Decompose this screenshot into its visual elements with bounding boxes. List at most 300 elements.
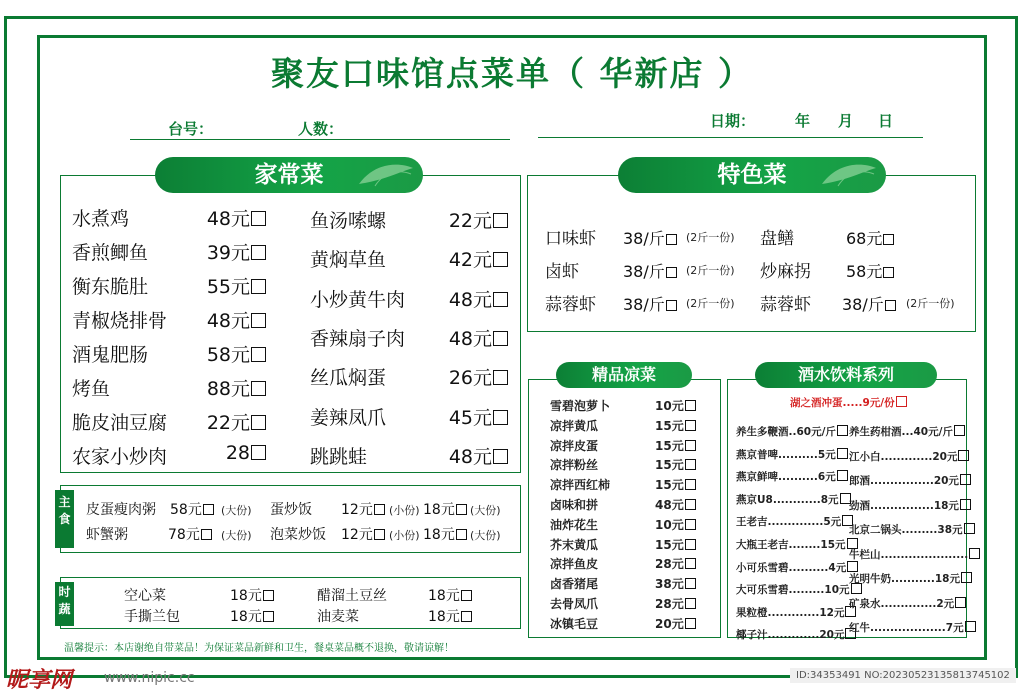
dish-name-text: 酒鬼肥肠 <box>72 344 149 366</box>
portion-size-text: (小份) <box>389 504 420 517</box>
portion-size <box>389 502 420 518</box>
drink-item <box>736 560 858 575</box>
cold-dish-name <box>550 615 598 632</box>
drink-item <box>736 492 851 507</box>
veg-name-text: 醋溜土豆丝 <box>317 588 387 604</box>
cold-dish-price-text: 10元 <box>655 517 684 532</box>
staple-name <box>270 499 312 519</box>
staple-price-text: 58元 <box>170 502 202 518</box>
special-name <box>545 290 596 315</box>
checkbox[interactable] <box>685 578 696 589</box>
dish-name <box>72 204 129 231</box>
special-price <box>623 292 677 315</box>
special-price <box>842 292 896 315</box>
dish-name <box>72 272 148 299</box>
special-price-text: 38/斤 <box>623 229 665 248</box>
portion-size-text: (大份) <box>470 504 501 517</box>
dish-name <box>72 408 167 435</box>
checkbox[interactable] <box>251 245 266 260</box>
portion-note-text: (2斤一份) <box>686 231 735 244</box>
dish-price <box>200 374 266 401</box>
dish-price <box>440 442 508 469</box>
checkbox[interactable] <box>456 504 467 515</box>
dish-name <box>310 324 405 351</box>
checkbox[interactable] <box>837 448 848 459</box>
veg-price <box>230 606 274 626</box>
header-underline-right <box>538 137 923 138</box>
header-underline-left <box>130 139 510 140</box>
menu-title: 聚友口味馆点菜单（ 华新店 ） <box>271 54 753 93</box>
checkbox[interactable] <box>251 381 266 396</box>
cold-dish-name <box>550 595 598 612</box>
portion-size <box>221 502 252 518</box>
staple-price <box>341 499 385 519</box>
drink-item-text: 郎酒................20元 <box>849 475 959 487</box>
checkbox[interactable] <box>685 539 696 550</box>
portion-note-text: (2斤一份) <box>686 264 735 277</box>
dish-name-text: 香辣扇子肉 <box>310 327 406 350</box>
checkbox[interactable] <box>896 396 907 407</box>
cold-dish-price-text: 28元 <box>655 597 684 611</box>
drink-item-text: 王老吉..............5元 <box>736 516 842 529</box>
veg-name <box>124 585 166 605</box>
date-day: 日 <box>878 112 894 130</box>
checkbox[interactable] <box>847 561 858 572</box>
checkbox[interactable] <box>965 621 976 632</box>
portion-note <box>686 262 735 278</box>
drink-item <box>849 620 976 635</box>
checkbox[interactable] <box>374 529 385 540</box>
dish-name-text: 小炒黄牛肉 <box>310 288 406 311</box>
cold-dish-price <box>655 397 696 414</box>
checkbox[interactable] <box>685 420 696 431</box>
drink-item-text: 牛栏山...................... <box>849 548 969 561</box>
cold-dish-price <box>655 536 696 553</box>
dish-price <box>200 408 266 435</box>
dish-price-text: 42元 <box>448 249 492 272</box>
dish-name-text: 农家小炒肉 <box>72 446 168 468</box>
veg-name-text: 油麦菜 <box>317 609 359 625</box>
checkbox[interactable] <box>885 300 896 311</box>
drink-item <box>849 596 966 611</box>
drink-item <box>736 605 856 620</box>
dish-name <box>72 442 167 469</box>
veg-name <box>317 585 387 605</box>
cold-dish-name <box>550 496 598 513</box>
dish-name-text: 姜辣凤爪 <box>310 406 387 429</box>
checkbox[interactable] <box>251 347 266 362</box>
dish-name <box>310 442 367 469</box>
cold-dish-name-text: 凉拌鱼皮 <box>550 557 599 572</box>
cold-dish-name <box>550 536 598 553</box>
checkbox[interactable] <box>251 279 266 294</box>
special-name-text: 盘鳝 <box>760 229 794 249</box>
checkbox[interactable] <box>493 410 508 425</box>
cold-dish-price <box>655 615 696 632</box>
cold-dish-price-text: 20元 <box>655 616 684 631</box>
dish-name <box>72 340 148 367</box>
cold-dish-name-text: 凉拌皮蛋 <box>550 438 599 453</box>
dish-price <box>440 403 508 430</box>
dish-name <box>72 374 110 401</box>
checkbox[interactable] <box>203 504 214 515</box>
checkbox[interactable] <box>263 611 274 622</box>
drink-item <box>849 424 965 439</box>
checkbox[interactable] <box>883 267 894 278</box>
drink-item-text: 燕京鲜啤..........6元 <box>736 471 836 484</box>
dish-price-text: 22元 <box>448 210 492 232</box>
checkbox[interactable] <box>251 445 266 460</box>
checkbox[interactable] <box>493 292 508 307</box>
cold-dish-name <box>550 397 610 414</box>
drink-item-text: 江小白.............20元 <box>849 450 958 463</box>
drink-item <box>849 547 980 562</box>
staple-name <box>270 524 326 544</box>
dish-price <box>440 324 508 351</box>
veg-name-text: 空心菜 <box>124 588 166 604</box>
checkbox[interactable] <box>960 499 971 510</box>
cold-dish-name-text: 芥末黄瓜 <box>550 537 599 552</box>
checkbox[interactable] <box>263 590 274 601</box>
checkbox[interactable] <box>666 300 677 311</box>
cold-dish-name-text: 凉拌粉丝 <box>550 458 599 473</box>
special-price <box>623 259 677 282</box>
staple-name-text: 蛋炒饭 <box>270 502 312 518</box>
cold-dish-name <box>550 516 598 533</box>
dish-price-text: 58元 <box>206 344 250 366</box>
staple-price <box>423 499 467 519</box>
checkbox[interactable] <box>456 529 467 540</box>
cold-dish-price <box>655 595 696 612</box>
dish-price-text: 28 <box>225 442 250 464</box>
checkbox[interactable] <box>964 523 975 534</box>
checkbox[interactable] <box>685 558 696 569</box>
dish-price-text: 39元 <box>206 242 250 264</box>
dish-name-text: 跳跳蛙 <box>310 445 368 468</box>
checkbox[interactable] <box>961 572 972 583</box>
dish-name-text: 丝瓜焖蛋 <box>310 367 387 390</box>
drink-item <box>736 469 848 484</box>
cold-dish-name-text: 雪碧泡萝卜 <box>550 399 611 413</box>
dish-price <box>200 442 266 464</box>
dish-price-text: 55元 <box>206 276 250 298</box>
portion-note-text: (2斤一份) <box>906 297 955 310</box>
special-dishes-title: 特色菜 <box>717 162 787 188</box>
dish-price <box>440 206 508 233</box>
checkbox[interactable] <box>666 267 677 278</box>
veg-price-text: 18元 <box>428 609 460 625</box>
veg-side-label <box>55 582 74 626</box>
special-price <box>623 226 677 249</box>
drink-item-text: 小可乐雪碧..........4元 <box>736 561 847 574</box>
drink-item <box>736 627 856 642</box>
cold-dish-name-text: 油炸花生 <box>550 517 599 532</box>
checkbox[interactable] <box>461 590 472 601</box>
cold-dishes-header <box>556 362 692 388</box>
cold-dish-price-text: 15元 <box>655 438 684 453</box>
drink-item-text: 光明牛奶...........18元 <box>849 573 960 585</box>
checkbox[interactable] <box>685 440 696 451</box>
cold-dish-name-text: 去骨凤爪 <box>550 597 599 611</box>
drink-item-text: 劲酒................18元 <box>849 499 959 512</box>
checkbox[interactable] <box>251 313 266 328</box>
special-price-text: 38/斤 <box>623 295 665 314</box>
staple-price-text: 18元 <box>423 527 455 543</box>
portion-note-text: (2斤一份) <box>686 297 735 310</box>
checkbox[interactable] <box>666 234 677 245</box>
special-price-text: 68元 <box>846 229 883 248</box>
dish-name <box>310 285 405 312</box>
veg-price-text: 18元 <box>230 588 262 604</box>
dish-price-text: 48元 <box>448 327 492 350</box>
date-label: 日期： <box>710 112 756 130</box>
checkbox[interactable] <box>685 519 696 530</box>
checkbox[interactable] <box>685 400 696 411</box>
drink-item <box>849 498 971 513</box>
special-name-text: 炒麻拐 <box>760 262 811 282</box>
staple-price <box>168 524 212 544</box>
checkbox[interactable] <box>493 449 508 464</box>
checkbox[interactable] <box>493 213 508 228</box>
cold-dish-price <box>655 555 696 572</box>
drink-item-text: 椰子汁.............20元 <box>736 629 845 642</box>
special-price <box>846 259 894 282</box>
special-name-text: 蒜蓉虾 <box>545 295 596 315</box>
dish-name <box>310 403 386 430</box>
date-year: 年 <box>795 112 811 130</box>
special-dishes-header <box>618 157 886 193</box>
dish-name-text: 烤鱼 <box>72 378 111 400</box>
cold-dish-price-text: 10元 <box>655 399 684 413</box>
date-month: 月 <box>838 112 854 130</box>
checkbox[interactable] <box>493 331 508 346</box>
portion-size-text: (大份) <box>221 504 252 517</box>
special-name <box>545 257 579 282</box>
checkbox[interactable] <box>958 450 969 461</box>
special-name-text: 口味虾 <box>545 229 596 249</box>
site-logo: 昵享网 <box>6 668 73 693</box>
cold-dish-price <box>655 417 696 434</box>
dish-price <box>440 245 508 272</box>
portion-size <box>470 502 501 518</box>
veg-name <box>317 606 359 626</box>
checkbox[interactable] <box>837 470 848 481</box>
checkbox[interactable] <box>251 211 266 226</box>
people-count-label: 人数： <box>298 120 344 138</box>
staple-name-text: 泡菜炒饭 <box>270 527 326 543</box>
staple-name <box>86 524 128 544</box>
special-name <box>760 290 811 315</box>
portion-size <box>389 527 420 543</box>
portion-note <box>686 229 735 245</box>
dish-price <box>200 204 266 231</box>
drink-item <box>849 473 971 488</box>
portion-size <box>221 527 252 543</box>
drink-item-text: 大可乐雪碧.........10元 <box>736 584 850 597</box>
drink-item-text: 养生多鞭酒..60元/斤 <box>736 426 836 438</box>
drink-item <box>849 449 969 464</box>
portion-note <box>686 295 735 311</box>
dish-price-text: 48元 <box>206 310 250 332</box>
cold-dishes-title: 精品凉菜 <box>591 365 656 384</box>
staple-price <box>341 524 385 544</box>
special-price <box>846 226 894 249</box>
checkbox[interactable] <box>969 548 980 559</box>
special-name <box>760 224 794 249</box>
special-name-text: 卤虾 <box>545 262 579 282</box>
special-price-text: 38/斤 <box>623 262 665 281</box>
checkbox[interactable] <box>685 479 696 490</box>
staple-name <box>86 499 156 519</box>
staple-side-label <box>55 490 74 548</box>
drink-item-text: 北京二锅头.........38元 <box>849 524 963 536</box>
checkbox[interactable] <box>493 370 508 385</box>
dish-price <box>440 285 508 312</box>
veg-label-text: 时蔬 <box>58 585 71 616</box>
cold-dish-name-text: 冰镇毛豆 <box>550 616 599 631</box>
drink-item <box>736 424 848 439</box>
dish-price-text: 88元 <box>206 378 250 400</box>
dish-name-text: 黄焖草鱼 <box>310 249 387 272</box>
staple-label-text: 主食 <box>58 495 71 526</box>
dish-price-text: 22元 <box>206 412 250 434</box>
dish-name-text: 衡东脆肚 <box>72 276 149 298</box>
dish-price <box>200 272 266 299</box>
portion-size <box>470 527 501 543</box>
cold-dish-price <box>655 575 696 592</box>
cold-dish-price <box>655 496 696 513</box>
dish-price-text: 48元 <box>448 288 492 311</box>
cold-dish-price-text: 48元 <box>655 498 684 512</box>
cold-dish-name <box>550 476 610 493</box>
image-watermark-id: ID:34353491 NO:20230523135813745102 <box>790 668 1016 683</box>
dish-price <box>440 363 508 390</box>
checkbox[interactable] <box>251 415 266 430</box>
staple-name-text: 虾蟹粥 <box>86 527 128 543</box>
portion-size-text: (大份) <box>221 529 252 542</box>
checkbox[interactable] <box>960 474 971 485</box>
special-name-text: 蒜蓉虾 <box>760 295 811 315</box>
portion-size-text: (小份) <box>389 529 420 542</box>
drink-item-text: 果粒橙.............12元 <box>736 606 845 619</box>
checkbox[interactable] <box>493 252 508 267</box>
veg-price <box>230 585 274 605</box>
drink-item <box>736 537 858 552</box>
veg-price-text: 18元 <box>428 588 460 604</box>
checkbox[interactable] <box>461 611 472 622</box>
cold-dish-price-text: 15元 <box>655 418 684 433</box>
dish-name <box>72 306 167 333</box>
cold-dish-price-text: 15元 <box>655 537 684 552</box>
cold-dish-name-text: 卤味和拼 <box>550 498 599 512</box>
dish-name <box>72 238 148 265</box>
checkbox[interactable] <box>685 618 696 629</box>
drinks-header <box>755 362 937 388</box>
drink-item <box>849 522 975 537</box>
dish-price-text: 26元 <box>448 367 492 390</box>
staple-price-text: 78元 <box>168 527 200 543</box>
drink-item-text: 燕京普啤..........5元 <box>736 448 836 461</box>
home-dishes-header <box>155 157 423 193</box>
cold-dish-price <box>655 516 696 533</box>
cold-dish-name <box>550 575 598 592</box>
cold-dish-name <box>550 555 598 572</box>
notice-text: 温馨提示：本店谢绝自带菜品！为保证菜品新鲜和卫生，餐桌菜品概不退换，敬请谅解！ <box>64 643 454 654</box>
staple-name-text: 皮蛋瘦肉粥 <box>86 502 156 518</box>
cold-dish-price <box>655 476 696 493</box>
drink-item-text: 养生药柑酒...40元/斤 <box>849 426 953 438</box>
table-number-label: 台号： <box>168 120 214 138</box>
veg-name <box>124 606 180 626</box>
dish-name <box>310 363 386 390</box>
cold-dish-name <box>550 417 598 434</box>
staple-price-text: 18元 <box>423 502 455 518</box>
cold-dish-price-text: 28元 <box>655 557 684 572</box>
special-name <box>545 224 596 249</box>
leaf-icon <box>355 160 415 188</box>
dish-name-text: 青椒烧排骨 <box>72 310 168 332</box>
cold-dish-name <box>550 456 598 473</box>
leaf-icon <box>818 160 878 188</box>
dish-name <box>310 245 386 272</box>
dish-price <box>200 238 266 265</box>
drink-item-text: 大瓶王老吉........15元 <box>736 539 846 551</box>
veg-price <box>428 585 472 605</box>
cold-dish-name-text: 凉拌黄瓜 <box>550 418 599 433</box>
staple-price-text: 12元 <box>341 527 373 543</box>
checkbox[interactable] <box>837 425 848 436</box>
dish-name-text: 脆皮油豆腐 <box>72 412 168 434</box>
drinks-promo-text: 湖之酒冲蛋.....9元/份 <box>790 397 895 409</box>
drinks-title: 酒水饮料系列 <box>797 365 894 384</box>
cold-dish-name-text: 卤香猪尾 <box>550 577 599 592</box>
veg-price-text: 18元 <box>230 609 262 625</box>
veg-price <box>428 606 472 626</box>
checkbox[interactable] <box>374 504 385 515</box>
staple-price-text: 12元 <box>341 502 373 518</box>
checkbox[interactable] <box>685 499 696 510</box>
veg-name-text: 手撕兰包 <box>124 609 180 625</box>
checkbox[interactable] <box>954 425 965 436</box>
dish-price-text: 48元 <box>206 208 250 230</box>
dish-price-text: 48元 <box>448 445 492 468</box>
checkbox[interactable] <box>955 597 966 608</box>
cold-dish-price-text: 38元 <box>655 577 684 592</box>
cold-dish-price-text: 15元 <box>655 458 684 473</box>
cold-dish-name <box>550 437 598 454</box>
cold-dish-price-text: 15元 <box>655 478 684 493</box>
drink-item <box>736 447 848 462</box>
checkbox[interactable] <box>883 234 894 245</box>
checkbox[interactable] <box>201 529 212 540</box>
staple-price <box>423 524 467 544</box>
dish-price <box>200 306 266 333</box>
drink-item <box>736 514 853 529</box>
drink-item-text: 红牛...................7元 <box>849 622 964 634</box>
portion-note <box>906 295 955 311</box>
cold-dish-price <box>655 437 696 454</box>
cold-dish-price <box>655 456 696 473</box>
home-dishes-title: 家常菜 <box>254 162 324 188</box>
special-price-text: 38/斤 <box>842 295 884 314</box>
checkbox[interactable] <box>685 459 696 470</box>
dish-name <box>310 206 386 233</box>
special-price-text: 58元 <box>846 262 883 281</box>
checkbox[interactable] <box>685 598 696 609</box>
dish-price-text: 45元 <box>448 406 492 429</box>
portion-size-text: (大份) <box>470 529 501 542</box>
drink-item <box>849 571 972 586</box>
